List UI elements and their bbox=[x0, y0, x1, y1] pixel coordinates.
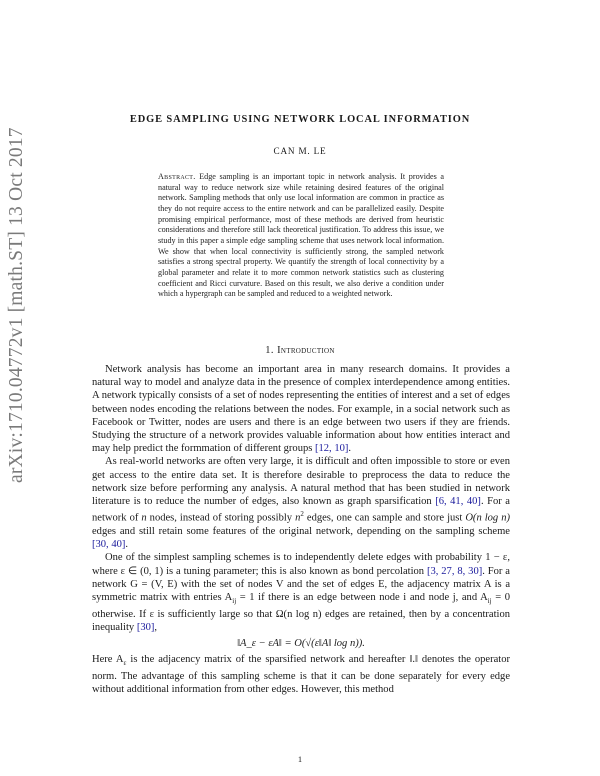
paragraph-2-text-a: As real-world networks are often very large, it is difficult and often impossible to store or even get access to the entire data set. It is therefore desirable to preprocess the data to reduce the network size before performing any analysis. A natural method that has been studied in network literature is to reduce the number of edges, also known as graph sparsification bbox=[92, 456, 510, 508]
abstract bbox=[158, 172, 444, 300]
math-superscript: 2 bbox=[300, 510, 304, 519]
math-subscript: ij bbox=[487, 597, 492, 606]
paragraph-2-text-c: nodes, instead of storing possibly bbox=[146, 512, 296, 524]
arxiv-side-label: arXiv:1710.04772v1 [math.ST] 13 Oct 2017 bbox=[6, 127, 27, 483]
paragraph-1-text: Network analysis has become an important area in many research domains. It provides a natural way to model and analyze data in the presence of complex interdependence among entities. A network typically consists of a set of nodes representing the entities of interest and a set of edges between nodes encoding the relations between the nodes. For example, in a social network such as Facebook or Twitter, nodes are users and there is an edge between two users if they are friends. Studying the structure of a network provides valuable information about how entities interact and may help predict the formmation of different groups bbox=[92, 364, 510, 455]
paragraph-3-text-d: = 0 otherwise. If ε is sufficiently large so that Ω(n log n) edges are retained, then by a concentration inequality bbox=[92, 591, 510, 634]
paragraph-1-end: . bbox=[348, 443, 352, 455]
math-subscript: ij bbox=[232, 597, 237, 606]
paragraph-3 bbox=[92, 551, 510, 634]
paragraph-2-text-b: . For a network of bbox=[92, 496, 510, 524]
paragraph-4 bbox=[92, 653, 510, 697]
paragraph-2 bbox=[92, 455, 510, 551]
abstract-heading: Abstract. bbox=[158, 172, 196, 181]
math-n: n bbox=[141, 512, 147, 524]
equation-text: ‖A_ε − εA‖ = O(√(ε‖A‖ log n)). bbox=[237, 637, 365, 649]
section-title: Introduction bbox=[277, 345, 335, 356]
section-heading bbox=[0, 345, 600, 356]
paragraph-1 bbox=[92, 363, 510, 455]
paragraph-2-text-d: edges, one can sample and store just bbox=[303, 512, 466, 524]
paragraph-2-text-e: edges and still retain some features of the original network, depending on the sampling scheme bbox=[92, 525, 510, 537]
paragraph-4-text-a: Here A bbox=[92, 653, 124, 665]
citation-link[interactable]: [6, 41, 40] bbox=[435, 496, 481, 508]
section-number: 1. bbox=[265, 345, 275, 356]
equation bbox=[92, 637, 510, 650]
paragraph-3-text-c: = 1 if there is an edge between node i and node j, and A bbox=[236, 591, 488, 603]
page-number: 1 bbox=[297, 754, 303, 764]
citation-link[interactable]: [30] bbox=[136, 622, 155, 634]
math-n: n bbox=[295, 512, 301, 524]
math-big-o: O(n log n) bbox=[465, 512, 510, 524]
paragraph-2-end: . bbox=[125, 539, 129, 551]
body-text bbox=[92, 363, 510, 697]
author-name: CAN M. LE bbox=[273, 146, 327, 156]
paragraph-4-text-b: is the adjacency matrix of the sparsified network and hereafter ‖.‖ denotes the operator norm. The advantage of this sampling scheme is that it can be done separately for every edge without additional information from other edges. However, this method bbox=[92, 653, 511, 696]
paragraph-3-text-a: One of the simplest sampling schemes is to independently delete edges with probability 1 − ε, where ε ∈ (0, 1) is a tuning parameter; this is also known as bond percolation bbox=[92, 552, 510, 577]
paragraph-3-text-b: . For a network G = (V, E) with the set of nodes V and the set of edges E, the adjacency matrix A is a symmetric matrix with entries A bbox=[92, 565, 510, 603]
abstract-text: Edge sampling is an important topic in network analysis. It provides a natural way to reduce network size while retaining desired features of the original network. Sampling methods that only use local information are common in practice as they do not require access to the entire network and can be parallelized easily. Despite promising empirical performance, most of these methods are derived from heuristic considerations and therefore still lack theoretical justification. To address this issue, we study in this paper a simple edge sampling scheme that uses network local information. We show that when local connectivity is sufficiently strong, the sampled network satisfies a strong spectral property. We quantify the strength of local connectivity by a global parameter and relate it to more common network statistics such as clustering coefficient and Ricci curvature. Based on this result, we also derive a condition under which a hypergraph can be sampled and reduced to a weighted network. bbox=[158, 172, 444, 299]
paper-title: EDGE SAMPLING USING NETWORK LOCAL INFORMATION bbox=[129, 114, 471, 125]
citation-link[interactable]: [12, 10] bbox=[314, 443, 349, 455]
math-subscript: ε bbox=[123, 659, 127, 667]
citation-link[interactable]: [30, 40] bbox=[92, 539, 126, 551]
citation-link[interactable]: [3, 27, 8, 30] bbox=[426, 565, 483, 577]
paragraph-3-end: , bbox=[154, 622, 158, 634]
